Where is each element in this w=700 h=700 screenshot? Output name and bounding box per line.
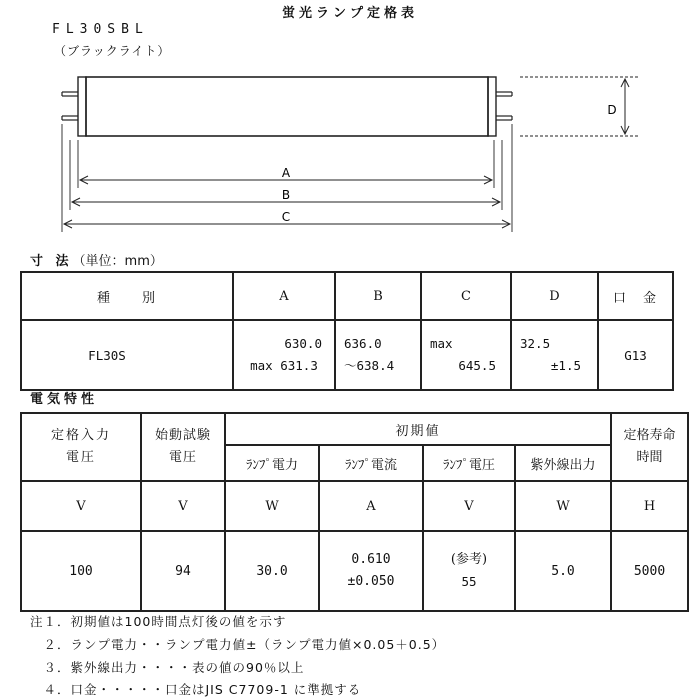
header-uv-output: 紫外線出力 — [515, 445, 611, 481]
dimensions-heading-label: 寸 法 — [30, 254, 73, 269]
note-3: ３．紫外線出力・・・・表の値の90％以上 — [30, 660, 305, 675]
note-2: ２．ランプ電力・・ランプ電力値±（ランプ電力値×0.05＋0.5） — [30, 637, 446, 652]
unit-rated-input: V — [21, 481, 141, 531]
header-lamp-power: ﾗﾝﾌﾟ電力 — [225, 445, 319, 481]
cell-d-nominal: 32.5 — [520, 336, 551, 351]
header-rated-input — [21, 413, 141, 481]
value-lamp-voltage — [423, 531, 515, 611]
dimensions-heading — [30, 250, 163, 269]
cell-b-nominal: 636.0 — [344, 336, 382, 351]
header-lamp-voltage: ﾗﾝﾌﾟ電圧 — [423, 445, 515, 481]
cell-d — [511, 320, 598, 390]
electrical-values-row — [21, 531, 688, 611]
lamp-left-pins — [62, 92, 78, 120]
label-d: D — [607, 103, 617, 117]
cell-c-value: 645.5 — [458, 358, 496, 373]
header-d: D — [511, 272, 598, 320]
cell-base: G13 — [598, 320, 673, 390]
electrical-header-row-1 — [21, 413, 688, 445]
dimension-c — [64, 210, 510, 228]
unit-lamp-power: W — [225, 481, 319, 531]
header-start-test-line2: 電圧 — [168, 450, 197, 465]
header-start-test-line1: 始動試験 — [154, 428, 211, 443]
value-rated-input: 100 — [21, 531, 141, 611]
value-lamp-current-nominal: 0.610 — [351, 552, 391, 567]
note-1: 注１．初期値は100時間点灯後の値を示す — [30, 614, 287, 629]
header-base: 口 金 — [598, 272, 673, 320]
header-rated-input-line1: 定格入力 — [50, 428, 111, 443]
dimension-b — [72, 188, 500, 206]
value-uv-output: 5.0 — [515, 531, 611, 611]
value-lamp-current — [319, 531, 423, 611]
cell-a — [233, 320, 335, 390]
cell-b — [335, 320, 421, 390]
value-lamp-power: 30.0 — [225, 531, 319, 611]
value-start-test: 94 — [141, 531, 225, 611]
value-rated-life: 5000 — [611, 531, 688, 611]
cell-a-max: max 631.3 — [250, 358, 318, 373]
cell-a-nominal: 630.0 — [284, 336, 322, 351]
unit-uv-output: W — [515, 481, 611, 531]
model-subtitle: （ブラックライト） — [54, 44, 171, 58]
header-rated-life — [611, 413, 688, 481]
dimensions-data-row — [21, 320, 673, 390]
header-c: C — [421, 272, 511, 320]
lamp-left-cap — [78, 77, 86, 136]
dimensions-table — [20, 271, 674, 391]
header-b: B — [335, 272, 421, 320]
cell-c — [421, 320, 511, 390]
extension-lines — [62, 77, 640, 232]
label-c: C — [281, 210, 291, 224]
value-lamp-voltage-nominal: 55 — [461, 574, 477, 589]
lamp-right-cap — [488, 77, 496, 136]
unit-start-test: V — [141, 481, 225, 531]
cell-d-tolerance: ±1.5 — [550, 358, 581, 373]
note-4: ４．口金・・・・・口金はJIS C7709-1 に準拠する — [30, 682, 362, 697]
page-title: 蛍光ランプ定格表 — [281, 6, 418, 21]
dimension-d — [607, 79, 629, 134]
dimensions-unit: （単位：mm） — [72, 254, 163, 269]
electrical-table — [20, 412, 689, 612]
cell-c-max-label: max — [430, 336, 453, 351]
lamp-right-pins — [496, 92, 512, 120]
lamp-tube — [86, 77, 488, 136]
header-rated-life-line2: 時間 — [636, 450, 663, 465]
dimensions-header-row — [21, 272, 673, 320]
cell-b-range: ～638.4 — [344, 358, 395, 373]
cell-type: FL30S — [21, 320, 233, 390]
header-lamp-current: ﾗﾝﾌﾟ電流 — [319, 445, 423, 481]
header-initial: 初期値 — [225, 413, 611, 445]
lamp-dimension-diagram — [0, 60, 700, 250]
header-rated-input-line2: 電圧 — [65, 450, 96, 465]
unit-lamp-current: A — [319, 481, 423, 531]
unit-rated-life: H — [611, 481, 688, 531]
header-a: A — [233, 272, 335, 320]
label-b: B — [281, 188, 291, 202]
unit-lamp-voltage: V — [423, 481, 515, 531]
electrical-units-row — [21, 481, 688, 531]
model-number: FL30SBL — [52, 22, 149, 37]
header-rated-life-line1: 定格寿命 — [623, 428, 676, 443]
value-lamp-current-tolerance: ±0.050 — [347, 574, 395, 589]
electrical-heading: 電気特性 — [30, 392, 99, 407]
header-start-test — [141, 413, 225, 481]
value-lamp-voltage-reference: (参考) — [450, 552, 488, 567]
label-a: A — [281, 166, 291, 180]
dimension-a — [80, 166, 492, 184]
header-type: 種 別 — [21, 272, 233, 320]
